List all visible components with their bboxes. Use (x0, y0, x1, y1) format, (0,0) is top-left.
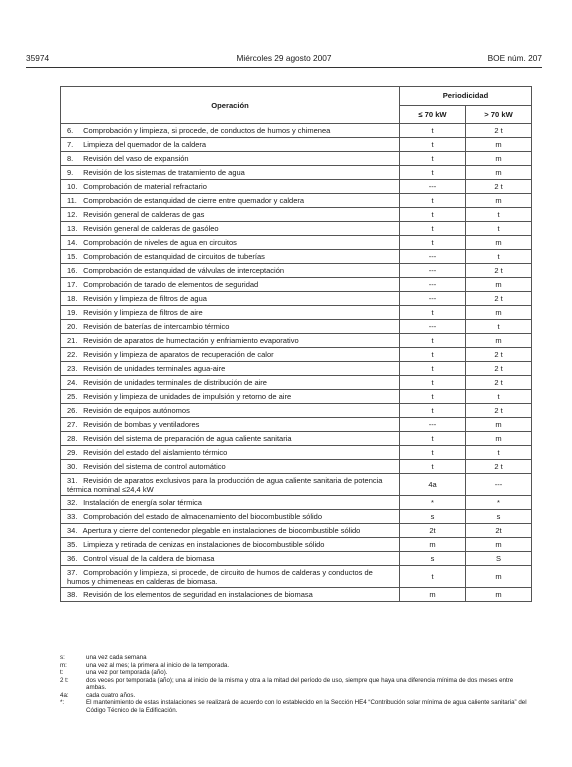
table-body (61, 124, 532, 602)
operation-cell (61, 510, 400, 524)
low-power-period-cell: t (400, 306, 466, 320)
table-row (61, 348, 532, 362)
row-number: 17. (67, 280, 78, 289)
table-row (61, 180, 532, 194)
legend-key: m: (60, 661, 67, 669)
page-header (26, 52, 542, 64)
row-number: 8. (67, 154, 74, 163)
legend (60, 654, 530, 714)
row-number: 16. (67, 266, 78, 275)
row-number: 15. (67, 252, 78, 261)
operation-cell (61, 496, 400, 510)
row-number: 24. (67, 378, 78, 387)
operation-text: Instalación de energía solar térmica (83, 498, 202, 507)
operation-text: Limpieza y retirada de cenizas en instalaciones de biocombustible sólido (83, 540, 325, 549)
low-power-period-cell: t (400, 152, 466, 166)
legend-entry (60, 692, 530, 700)
low-power-period-cell: --- (400, 264, 466, 278)
low-power-period-cell: t (400, 208, 466, 222)
table-row (61, 194, 532, 208)
operation-text: Revisión del estado del aislamiento térmico (83, 448, 228, 457)
table-row (61, 264, 532, 278)
row-number: 29. (67, 448, 78, 457)
high-power-period-cell: m (466, 166, 532, 180)
operation-text: Control visual de la caldera de biomasa (83, 554, 215, 563)
operation-cell (61, 446, 400, 460)
row-number: 35. (67, 540, 78, 549)
operation-text: Revisión y limpieza de aparatos de recuperación de calor (83, 350, 274, 359)
legend-entry (60, 669, 530, 677)
operation-cell (61, 236, 400, 250)
table-row (61, 236, 532, 250)
table-row (61, 320, 532, 334)
legend-description: El mantenimiento de estas instalaciones se realizará de acuerdo con lo establecido en la Sección HE4 “Contribución solar mínima de agua caliente sanitaria” del Código Técnico de la Edificación. (86, 699, 527, 714)
legend-description: dos veces por temporada (año); una al inicio de la misma y otra a la mitad del período de uso, siempre que haya una diferencia mínima de dos meses entre ambas. (86, 676, 514, 691)
low-power-period-cell: s (400, 510, 466, 524)
operation-cell (61, 194, 400, 208)
high-power-period-cell: m (466, 432, 532, 446)
operation-cell (61, 524, 400, 538)
high-power-period-cell: t (466, 320, 532, 334)
row-number: 31. (67, 475, 78, 485)
operation-text: Revisión de unidades terminales de distribución de aire (83, 378, 267, 387)
row-number: 34. (67, 526, 78, 535)
legend-description: una vez por temporada (año). (86, 669, 168, 676)
operation-text: Comprobación y limpieza, si procede, de circuito de humos de calderas y conductos de humos y chimeneas en calderas de biomasa. (67, 567, 373, 586)
operation-cell (61, 390, 400, 404)
row-number: 25. (67, 392, 78, 401)
high-power-period-cell: t (466, 390, 532, 404)
issue-number: BOE núm. 207 (487, 53, 542, 63)
table-row (61, 152, 532, 166)
row-number: 37. (67, 567, 78, 577)
high-power-period-cell: m (466, 306, 532, 320)
operation-cell (61, 552, 400, 566)
low-power-period-cell: --- (400, 250, 466, 264)
row-number: 12. (67, 210, 78, 219)
low-power-period-cell: t (400, 566, 466, 588)
high-power-period-cell: m (466, 138, 532, 152)
low-power-period-cell: t (400, 138, 466, 152)
table-row (61, 376, 532, 390)
high-power-period-cell: t (466, 250, 532, 264)
high-power-period-cell: m (466, 566, 532, 588)
operation-text: Revisión de los elementos de seguridad en instalaciones de biomasa (83, 590, 313, 599)
low-power-period-cell: t (400, 376, 466, 390)
operation-text: Revisión de aparatos de humectación y enfriamiento evaporativo (83, 336, 299, 345)
row-number: 19. (67, 308, 78, 317)
high-power-period-cell: 2 t (466, 124, 532, 138)
operation-cell (61, 404, 400, 418)
high-power-period-cell: --- (466, 474, 532, 496)
operation-text: Comprobación de estanquidad de cierre entre quemador y caldera (83, 196, 305, 205)
legend-key: s: (60, 654, 65, 661)
operation-text: Revisión de aparatos exclusivos para la producción de agua caliente sanitaria de potencia térmica nominal ≤24,4 kW (67, 475, 383, 494)
row-number: 28. (67, 434, 78, 443)
low-power-period-cell: t (400, 432, 466, 446)
high-power-period-cell: m (466, 538, 532, 552)
operation-text: Revisión de baterías de intercambio térmico (83, 322, 230, 331)
low-power-period-cell: t (400, 446, 466, 460)
legend-entry (60, 699, 530, 714)
high-power-period-cell: m (466, 588, 532, 602)
table-row (61, 524, 532, 538)
table-row (61, 474, 532, 496)
maintenance-table (60, 86, 532, 602)
table-row (61, 538, 532, 552)
high-power-period-cell: t (466, 222, 532, 236)
row-number: 36. (67, 554, 78, 563)
operation-text: Revisión de los sistemas de tratamiento de agua (83, 168, 245, 177)
operation-cell (61, 250, 400, 264)
high-power-period-cell: m (466, 194, 532, 208)
low-power-period-cell: s (400, 552, 466, 566)
table-row (61, 334, 532, 348)
operation-text: Comprobación de niveles de agua en circuitos (83, 238, 237, 247)
low-power-period-cell: --- (400, 292, 466, 306)
high-power-period-cell: 2 t (466, 292, 532, 306)
publication-date: Miércoles 29 agosto 2007 (236, 53, 332, 63)
row-number: 21. (67, 336, 78, 345)
low-power-period-cell: * (400, 496, 466, 510)
legend-entry (60, 677, 530, 692)
high-power-period-cell: m (466, 236, 532, 250)
operation-cell (61, 138, 400, 152)
high-power-period-cell: S (466, 552, 532, 566)
operation-cell (61, 292, 400, 306)
high-power-period-cell: t (466, 208, 532, 222)
operation-text: Revisión general de calderas de gas (83, 210, 205, 219)
high-power-period-cell: 2 t (466, 348, 532, 362)
legend-key: t: (60, 669, 64, 676)
table-row (61, 362, 532, 376)
row-number: 13. (67, 224, 78, 233)
operation-text: Comprobación del estado de almacenamiento del biocombustible sólido (83, 512, 322, 521)
operation-text: Revisión y limpieza de filtros de aire (83, 308, 203, 317)
table-row (61, 460, 532, 474)
table-row (61, 432, 532, 446)
low-power-period-cell: --- (400, 418, 466, 432)
operation-text: Comprobación de estanquidad de válvulas de interceptación (83, 266, 285, 275)
legend-entry (60, 654, 530, 662)
table-row (61, 138, 532, 152)
table-row (61, 222, 532, 236)
operation-text: Revisión del sistema de preparación de agua caliente sanitaria (83, 434, 292, 443)
operation-cell (61, 474, 400, 496)
table-row (61, 588, 532, 602)
operation-cell (61, 460, 400, 474)
operation-cell (61, 334, 400, 348)
low-power-period-cell: t (400, 460, 466, 474)
legend-entry (60, 662, 530, 670)
page-number: 35974 (26, 53, 50, 63)
row-number: 14. (67, 238, 78, 247)
legend-key: 4a: (60, 691, 69, 699)
high-power-period-cell: s (466, 510, 532, 524)
table-row (61, 496, 532, 510)
operation-cell (61, 306, 400, 320)
operation-cell (61, 588, 400, 602)
high-power-period-cell: 2 t (466, 264, 532, 278)
low-power-period-cell: 4a (400, 474, 466, 496)
operation-cell (61, 180, 400, 194)
row-number: 6. (67, 126, 74, 135)
operation-text: Revisión de unidades terminales agua-aire (83, 364, 226, 373)
operation-cell (61, 278, 400, 292)
table-row (61, 566, 532, 588)
low-power-period-cell: t (400, 334, 466, 348)
low-power-period-cell: m (400, 588, 466, 602)
row-number: 22. (67, 350, 78, 359)
low-power-period-cell: t (400, 124, 466, 138)
low-power-period-cell: --- (400, 320, 466, 334)
operation-text: Comprobación de material refractario (83, 182, 207, 191)
table-row (61, 166, 532, 180)
row-number: 27. (67, 420, 78, 429)
operation-cell (61, 362, 400, 376)
table-row (61, 404, 532, 418)
high-power-period-cell: m (466, 418, 532, 432)
row-number: 30. (67, 462, 78, 471)
row-number: 23. (67, 364, 78, 373)
low-power-period-cell: t (400, 404, 466, 418)
low-power-period-cell: t (400, 194, 466, 208)
table-row (61, 278, 532, 292)
row-number: 32. (67, 498, 78, 507)
operation-cell (61, 376, 400, 390)
low-power-column-header: ≤ 70 kW (400, 105, 466, 124)
row-number: 10. (67, 182, 78, 191)
operation-text: Revisión y limpieza de filtros de agua (83, 294, 207, 303)
periodicity-column-header: Periodicidad (400, 87, 532, 106)
high-power-period-cell: 2 t (466, 180, 532, 194)
operation-cell (61, 538, 400, 552)
high-power-column-header: > 70 kW (466, 105, 532, 124)
operation-column-header: Operación (61, 87, 400, 124)
operation-text: Revisión de bombas y ventiladores (83, 420, 200, 429)
high-power-period-cell: 2 t (466, 460, 532, 474)
legend-key: 2 t: (60, 676, 69, 684)
high-power-period-cell: m (466, 278, 532, 292)
operation-cell (61, 152, 400, 166)
legend-description: cada cuatro años. (86, 691, 136, 699)
row-number: 20. (67, 322, 78, 331)
header-rule (26, 67, 542, 68)
operation-text: Comprobación de estanquidad de circuitos de tuberías (83, 252, 265, 261)
high-power-period-cell: 2 t (466, 404, 532, 418)
low-power-period-cell: m (400, 538, 466, 552)
low-power-period-cell: t (400, 348, 466, 362)
high-power-period-cell: 2t (466, 524, 532, 538)
table-row (61, 510, 532, 524)
operation-cell (61, 166, 400, 180)
low-power-period-cell: 2t (400, 524, 466, 538)
high-power-period-cell: m (466, 152, 532, 166)
operation-cell (61, 264, 400, 278)
table-row (61, 390, 532, 404)
operation-cell (61, 222, 400, 236)
operation-text: Comprobación de tarado de elementos de seguridad (83, 280, 259, 289)
high-power-period-cell: t (466, 446, 532, 460)
operation-text: Revisión de equipos autónomos (83, 406, 190, 415)
operation-cell (61, 418, 400, 432)
low-power-period-cell: t (400, 222, 466, 236)
low-power-period-cell: t (400, 236, 466, 250)
row-number: 26. (67, 406, 78, 415)
operation-text: Comprobación y limpieza, si procede, de conductos de humos y chimenea (83, 126, 331, 135)
table-row (61, 292, 532, 306)
high-power-period-cell: * (466, 496, 532, 510)
row-number: 11. (67, 196, 77, 205)
operation-cell (61, 320, 400, 334)
operation-cell (61, 432, 400, 446)
high-power-period-cell: m (466, 334, 532, 348)
operation-cell (61, 348, 400, 362)
row-number: 33. (67, 512, 78, 521)
row-number: 18. (67, 294, 78, 303)
row-number: 9. (67, 168, 74, 177)
operation-text: Revisión del vaso de expansión (83, 154, 189, 163)
high-power-period-cell: 2 t (466, 362, 532, 376)
table-row (61, 250, 532, 264)
operation-text: Revisión general de calderas de gasóleo (83, 224, 219, 233)
legend-key: *: (60, 699, 65, 706)
table-row (61, 306, 532, 320)
operation-cell (61, 124, 400, 138)
row-number: 7. (67, 140, 74, 149)
table-row (61, 208, 532, 222)
row-number: 38. (67, 590, 78, 599)
operation-text: Apertura y cierre del contenedor plegable en instalaciones de biocombustible sólido (82, 526, 361, 535)
operation-text: Revisión del sistema de control automático (83, 462, 226, 471)
legend-description: una vez al mes; la primera al inicio de la temporada. (86, 661, 230, 669)
low-power-period-cell: t (400, 166, 466, 180)
table-row (61, 124, 532, 138)
low-power-period-cell: --- (400, 180, 466, 194)
low-power-period-cell: t (400, 362, 466, 376)
legend-description: una vez cada semana (86, 654, 147, 661)
low-power-period-cell: t (400, 390, 466, 404)
table-row (61, 418, 532, 432)
operation-text: Revisión y limpieza de unidades de impulsión y retorno de aire (83, 392, 292, 401)
low-power-period-cell: --- (400, 278, 466, 292)
table-row (61, 552, 532, 566)
operation-cell (61, 566, 400, 588)
operation-cell (61, 208, 400, 222)
operation-text: Limpieza del quemador de la caldera (83, 140, 207, 149)
high-power-period-cell: 2 t (466, 376, 532, 390)
table-row (61, 446, 532, 460)
